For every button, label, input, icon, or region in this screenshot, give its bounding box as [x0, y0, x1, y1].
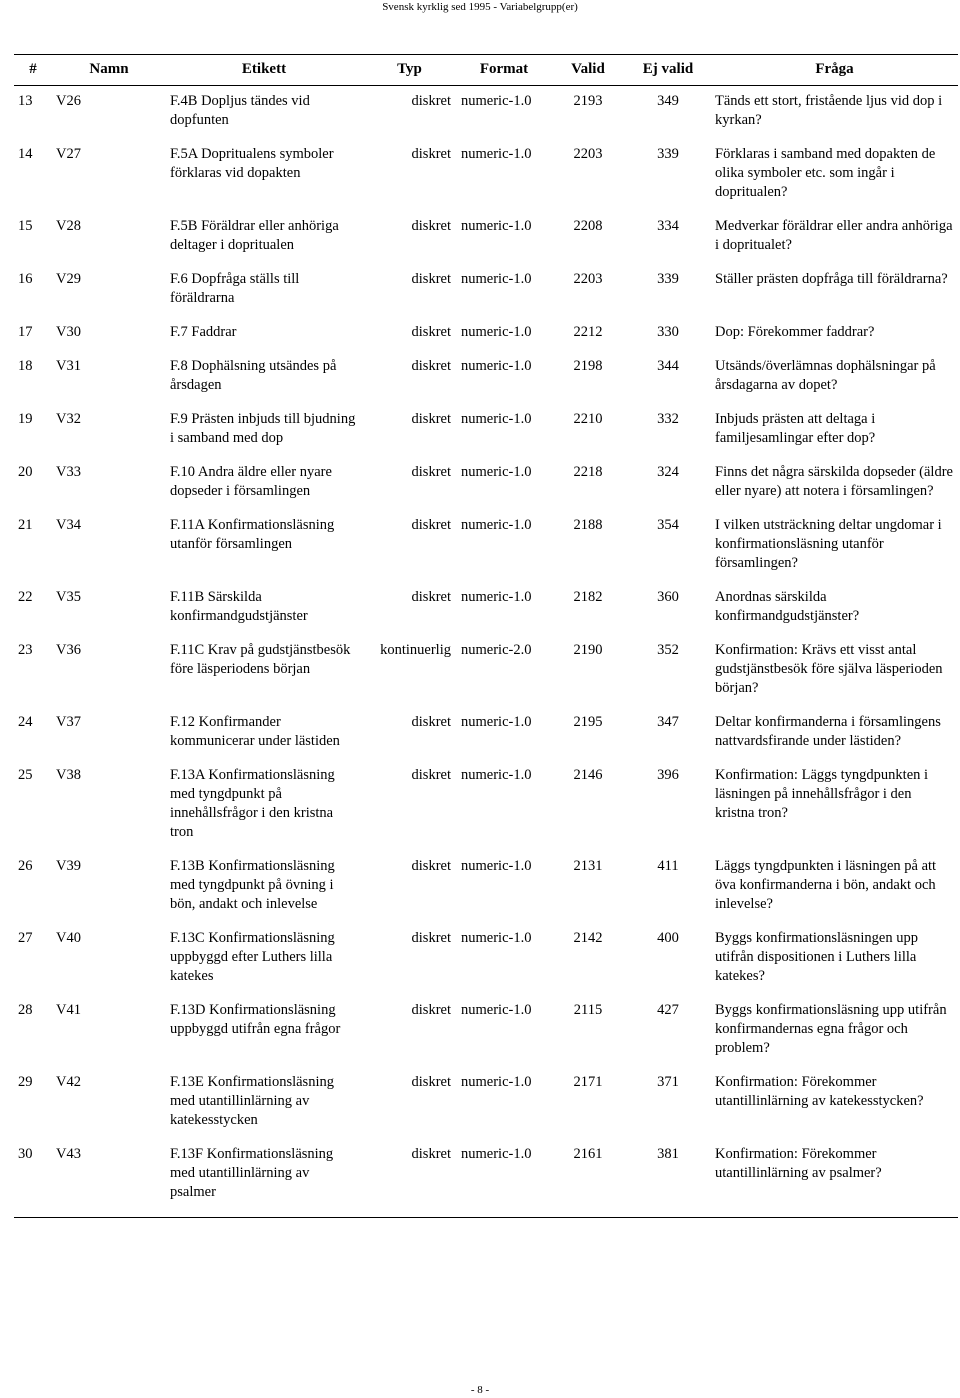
cell-typ: kontinuerlig [380, 642, 451, 658]
cell-nr: 27 [18, 930, 33, 946]
cell-etikett: F.13A Konfirmationsläsning med tyngdpunkt på innehållsfrågor i den kristna tron [170, 767, 335, 840]
cell-ej-valid: 344 [657, 358, 679, 374]
cell-format: numeric-1.0 [461, 1146, 532, 1162]
table-row [14, 217, 958, 270]
cell-valid: 2190 [573, 642, 603, 658]
cell-namn: V40 [56, 930, 81, 946]
cell-ej-valid: 360 [657, 589, 679, 605]
cell-valid: 2193 [573, 93, 603, 109]
table-row [14, 588, 958, 641]
table-row [14, 357, 958, 410]
cell-ej-valid: 411 [657, 858, 679, 874]
cell-namn: V28 [56, 218, 81, 234]
cell-typ: diskret [411, 411, 451, 427]
cell-nr: 15 [18, 218, 33, 234]
cell-nr: 30 [18, 1146, 33, 1162]
cell-nr: 19 [18, 411, 33, 427]
cell-fraga: Inbjuds prästen att deltaga i familjesamlingar efter dop? [715, 411, 876, 446]
cell-format: numeric-1.0 [461, 517, 532, 533]
cell-nr: 21 [18, 517, 33, 533]
cell-valid: 2171 [573, 1074, 603, 1090]
cell-ej-valid: 427 [657, 1002, 679, 1018]
cell-namn: V27 [56, 146, 81, 162]
table-row [14, 463, 958, 516]
cell-nr: 23 [18, 642, 33, 658]
cell-format: numeric-1.0 [461, 358, 532, 374]
cell-ej-valid: 371 [657, 1074, 679, 1090]
cell-namn: V38 [56, 767, 81, 783]
cell-fraga: Läggs tyngdpunkten i läsningen på att öva konfirmanderna i bön, andakt och inlevelse? [715, 858, 937, 912]
cell-nr: 16 [18, 271, 33, 287]
cell-ej-valid: 347 [657, 714, 679, 730]
cell-format: numeric-1.0 [461, 324, 532, 340]
cell-etikett: F.9 Prästen inbjuds till bjudning i samband med dop [170, 411, 356, 446]
cell-fraga: Tänds ett stort, fristående ljus vid dop i kyrkan? [715, 93, 943, 128]
cell-etikett: F.13F Konfirmationsläsning med utantillinlärning av psalmer [170, 1146, 334, 1200]
table-row [14, 766, 958, 857]
cell-ej-valid: 332 [657, 411, 679, 427]
cell-format: numeric-1.0 [461, 714, 532, 730]
page-number: - 8 - [470, 1384, 490, 1396]
column-header-namn: Namn [52, 55, 166, 86]
table-row [14, 86, 958, 146]
table-row [14, 713, 958, 766]
cell-fraga: Ställer prästen dopfråga till föräldrarna? [715, 271, 948, 287]
cell-format: numeric-1.0 [461, 930, 532, 946]
cell-valid: 2208 [573, 218, 603, 234]
cell-namn: V42 [56, 1074, 81, 1090]
table-row [14, 857, 958, 929]
cell-nr: 22 [18, 589, 33, 605]
cell-ej-valid: 396 [657, 767, 679, 783]
cell-typ: diskret [411, 358, 451, 374]
cell-format: numeric-1.0 [461, 464, 532, 480]
table-row [14, 1073, 958, 1145]
cell-typ: diskret [411, 464, 451, 480]
table-row [14, 516, 958, 588]
cell-format: numeric-1.0 [461, 93, 532, 109]
cell-nr: 26 [18, 858, 33, 874]
table-row [14, 145, 958, 217]
cell-valid: 2210 [573, 411, 603, 427]
variable-table [14, 54, 958, 1218]
cell-nr: 29 [18, 1074, 33, 1090]
cell-fraga: Dop: Förekommer faddrar? [715, 324, 875, 340]
cell-namn: V33 [56, 464, 81, 480]
cell-nr: 24 [18, 714, 33, 730]
cell-format: numeric-1.0 [461, 767, 532, 783]
cell-ej-valid: 330 [657, 324, 679, 340]
cell-fraga: Byggs konfirmationsläsning upp utifrån konfirmandernas egna frågor och problem? [715, 1002, 947, 1056]
cell-ej-valid: 349 [657, 93, 679, 109]
cell-fraga: Deltar konfirmanderna i församlingens nattvardsfirande under lästiden? [715, 714, 941, 749]
cell-namn: V39 [56, 858, 81, 874]
cell-etikett: F.13D Konfirmationsläsning uppbyggd utifrån egna frågor [170, 1002, 341, 1037]
column-header-etikett: Etikett [166, 55, 362, 86]
cell-valid: 2142 [573, 930, 603, 946]
cell-valid: 2212 [573, 324, 603, 340]
cell-namn: V43 [56, 1146, 81, 1162]
cell-etikett: F.13C Konfirmationsläsning uppbyggd efter Luthers lilla katekes [170, 930, 335, 984]
table-row [14, 1001, 958, 1073]
cell-ej-valid: 354 [657, 517, 679, 533]
cell-etikett: F.13B Konfirmationsläsning med tyngdpunkt på övning i bön, andakt och inlevelse [170, 858, 335, 912]
cell-valid: 2195 [573, 714, 603, 730]
cell-typ: diskret [411, 218, 451, 234]
cell-format: numeric-1.0 [461, 1002, 532, 1018]
cell-valid: 2115 [573, 1002, 603, 1018]
cell-namn: V30 [56, 324, 81, 340]
cell-etikett: F.4B Dopljus tändes vid dopfunten [170, 93, 310, 128]
cell-valid: 2203 [573, 146, 603, 162]
cell-namn: V35 [56, 589, 81, 605]
cell-valid: 2203 [573, 271, 603, 287]
cell-ej-valid: 334 [657, 218, 679, 234]
cell-etikett: F.5B Föräldrar eller anhöriga deltager i dopritualen [170, 218, 339, 253]
cell-namn: V29 [56, 271, 81, 287]
cell-namn: V32 [56, 411, 81, 427]
cell-ej-valid: 324 [657, 464, 679, 480]
table-row [14, 641, 958, 713]
cell-valid: 2188 [573, 517, 603, 533]
cell-namn: V37 [56, 714, 81, 730]
table-row [14, 323, 958, 357]
cell-typ: diskret [411, 858, 451, 874]
cell-format: numeric-1.0 [461, 858, 532, 874]
cell-ej-valid: 352 [657, 642, 679, 658]
cell-nr: 13 [18, 93, 33, 109]
cell-etikett: F.11A Konfirmationsläsning utanför församlingen [170, 517, 335, 552]
table-row [14, 270, 958, 323]
cell-typ: diskret [411, 1074, 451, 1090]
cell-typ: diskret [411, 517, 451, 533]
cell-format: numeric-1.0 [461, 218, 532, 234]
column-header-valid: Valid [551, 55, 625, 86]
cell-namn: V36 [56, 642, 81, 658]
cell-fraga: Konfirmation: Krävs ett visst antal gudstjänstbesök före själva läsperioden början? [715, 642, 943, 696]
cell-typ: diskret [411, 1002, 451, 1018]
cell-typ: diskret [411, 93, 451, 109]
table-row [14, 410, 958, 463]
cell-fraga: Anordnas särskilda konfirmandgudstjänster? [715, 589, 860, 624]
table-body [14, 86, 958, 1218]
cell-nr: 20 [18, 464, 33, 480]
column-header-fraga: Fråga [711, 55, 958, 86]
cell-format: numeric-1.0 [461, 146, 532, 162]
cell-fraga: I vilken utsträckning deltar ungdomar i konfirmationsläsning utanför församlingen? [715, 517, 942, 571]
cell-nr: 28 [18, 1002, 33, 1018]
cell-ej-valid: 339 [657, 271, 679, 287]
cell-etikett: F.11C Krav på gudstjänstbesök före läsperiodens början [170, 642, 351, 677]
cell-namn: V41 [56, 1002, 81, 1018]
cell-fraga: Byggs konfirmationsläsningen upp utifrån dispositionen i Luthers lilla katekes? [715, 930, 918, 984]
column-header-ej-valid: Ej valid [625, 55, 711, 86]
cell-ej-valid: 381 [657, 1146, 679, 1162]
cell-typ: diskret [411, 589, 451, 605]
cell-fraga: Konfirmation: Läggs tyngdpunkten i läsningen på innehållsfrågor i den kristna tron? [715, 767, 929, 821]
cell-valid: 2218 [573, 464, 603, 480]
table-row [14, 1145, 958, 1218]
cell-valid: 2198 [573, 358, 603, 374]
cell-fraga: Finns det några särskilda dopseder (äldre eller nyare) att notera i församlingen? [715, 464, 953, 499]
cell-valid: 2161 [573, 1146, 603, 1162]
cell-ej-valid: 339 [657, 146, 679, 162]
cell-valid: 2131 [573, 858, 603, 874]
cell-format: numeric-1.0 [461, 1074, 532, 1090]
cell-namn: V26 [56, 93, 81, 109]
cell-typ: diskret [411, 930, 451, 946]
cell-format: numeric-1.0 [461, 271, 532, 287]
cell-etikett: F.8 Dophälsning utsändes på årsdagen [170, 358, 337, 393]
cell-typ: diskret [411, 1146, 451, 1162]
column-header-nr: # [14, 55, 52, 86]
cell-nr: 18 [18, 358, 33, 374]
table-row [14, 929, 958, 1001]
cell-fraga: Förklaras i samband med dopakten de olika symboler etc. som ingår i dopritualen? [715, 146, 936, 200]
cell-format: numeric-2.0 [461, 642, 532, 658]
cell-ej-valid: 400 [657, 930, 679, 946]
cell-etikett: F.5A Dopritualens symboler förklaras vid dopakten [170, 146, 334, 181]
cell-namn: V34 [56, 517, 81, 533]
cell-typ: diskret [411, 714, 451, 730]
cell-etikett: F.13E Konfirmationsläsning med utantillinlärning av katekesstycken [170, 1074, 334, 1128]
table-header-row [14, 55, 958, 86]
column-header-typ: Typ [362, 55, 457, 86]
cell-nr: 17 [18, 324, 33, 340]
cell-etikett: F.11B Särskilda konfirmandgudstjänster [170, 589, 308, 624]
cell-fraga: Utsänds/överlämnas dophälsningar på årsdagarna av dopet? [715, 358, 936, 393]
cell-etikett: F.6 Dopfråga ställs till föräldrarna [170, 271, 300, 306]
cell-nr: 25 [18, 767, 33, 783]
cell-nr: 14 [18, 146, 33, 162]
cell-etikett: F.10 Andra äldre eller nyare dopseder i församlingen [170, 464, 332, 499]
cell-etikett: F.7 Faddrar [170, 324, 237, 340]
cell-typ: diskret [411, 146, 451, 162]
column-header-format: Format [457, 55, 551, 86]
cell-fraga: Medverkar föräldrar eller andra anhöriga i dopritualet? [715, 218, 953, 253]
running-title: Svensk kyrklig sed 1995 - Variabelgrupp(er) [382, 1, 578, 13]
cell-etikett: F.12 Konfirmander kommunicerar under lästiden [170, 714, 340, 749]
cell-valid: 2182 [573, 589, 603, 605]
cell-typ: diskret [411, 271, 451, 287]
cell-format: numeric-1.0 [461, 411, 532, 427]
cell-typ: diskret [411, 324, 451, 340]
cell-format: numeric-1.0 [461, 589, 532, 605]
cell-fraga: Konfirmation: Förekommer utantillinlärning av psalmer? [715, 1146, 882, 1181]
cell-typ: diskret [411, 767, 451, 783]
cell-namn: V31 [56, 358, 81, 374]
cell-fraga: Konfirmation: Förekommer utantillinlärning av katekesstycken? [715, 1074, 924, 1109]
cell-valid: 2146 [573, 767, 603, 783]
